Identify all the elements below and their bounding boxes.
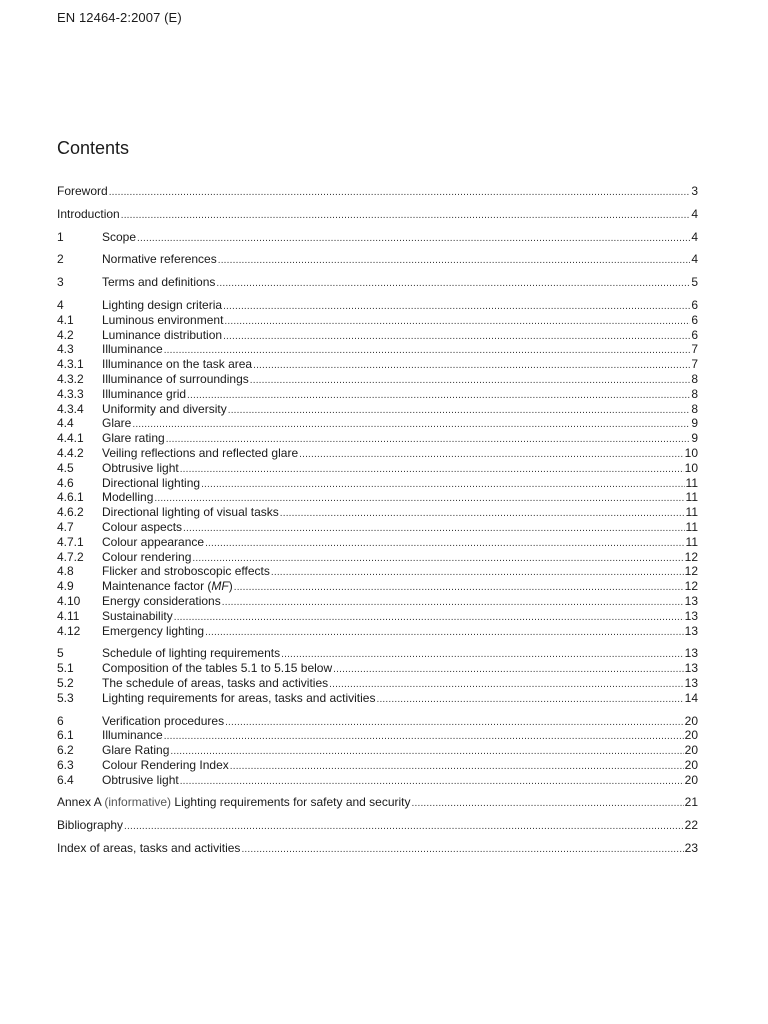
toc-entry[interactable] (57, 818, 698, 833)
toc-number: 3 (57, 275, 64, 290)
toc-leader-dots (218, 254, 691, 269)
toc-page-number: 4 (691, 206, 698, 221)
toc-entry[interactable] (57, 743, 698, 758)
toc-title: Terms and definitions (102, 275, 216, 290)
toc-page-number: 13 (684, 661, 698, 676)
toc-title: Foreword (57, 184, 108, 198)
toc-title: Uniformity and diversity (102, 401, 227, 416)
toc-number: 6 (57, 713, 64, 728)
document-id: EN 12464-2:2007 (E) (57, 10, 182, 25)
toc-page-number: 12 (684, 579, 698, 594)
toc-leader-dots (205, 626, 684, 641)
toc-page-number: 13 (684, 608, 698, 623)
toc-entry[interactable] (57, 416, 698, 431)
toc-number: 4.3 (57, 342, 74, 357)
toc-page-number: 13 (684, 593, 698, 608)
toc-number: 5 (57, 646, 64, 661)
toc-entry[interactable] (57, 230, 698, 245)
toc-entry[interactable] (57, 691, 698, 706)
toc-page-number: 20 (684, 728, 698, 743)
toc-leader-dots (241, 843, 683, 858)
toc-number: 6.4 (57, 772, 74, 787)
toc-entry[interactable] (57, 446, 698, 461)
toc-entry[interactable] (57, 252, 698, 267)
toc-number: 4.3.1 (57, 357, 84, 372)
toc-leader-dots (216, 277, 690, 292)
toc-title: Colour Rendering Index (102, 757, 229, 772)
toc-page-number: 20 (684, 743, 698, 758)
toc-page-number: 10 (684, 445, 698, 460)
toc-title: Lighting requirements for areas, tasks and activities (102, 690, 376, 705)
toc-page-number: 20 (684, 772, 698, 787)
toc-number: 4.12 (57, 623, 81, 638)
toc-page-number: 7 (691, 357, 698, 372)
toc-number: 4.3.2 (57, 371, 84, 386)
toc-entry[interactable] (57, 579, 698, 594)
toc-title: Colour appearance (102, 534, 205, 549)
toc-entry[interactable] (57, 728, 698, 743)
toc-title: Maintenance factor (MF) (102, 579, 233, 594)
toc-title: Glare (102, 416, 132, 431)
toc-entry[interactable] (57, 184, 698, 199)
toc-number: 4.7.2 (57, 549, 84, 564)
toc-title: Emergency lighting (102, 623, 205, 638)
toc-page-number: 22 (684, 818, 698, 833)
toc-page-number: 11 (685, 490, 698, 505)
toc-entry[interactable] (57, 609, 698, 624)
toc-entry[interactable] (57, 661, 698, 676)
toc-entry[interactable] (57, 461, 698, 476)
toc-entry[interactable] (57, 535, 698, 550)
toc-entry[interactable] (57, 520, 698, 535)
toc-entry[interactable] (57, 275, 698, 290)
toc-number: 1 (57, 229, 64, 244)
toc-page-number: 3 (691, 184, 698, 198)
toc-entry[interactable] (57, 795, 698, 810)
toc-page-number: 20 (684, 757, 698, 772)
toc-entry[interactable] (57, 328, 698, 343)
toc-title: Annex A (informative) Lighting requirements for safety and security (57, 795, 411, 810)
toc-number: 4.4.2 (57, 445, 84, 460)
toc-leader-dots (180, 775, 684, 790)
toc-number: 2 (57, 252, 64, 267)
toc-leader-dots (109, 186, 691, 201)
toc-entry[interactable] (57, 298, 698, 313)
toc-title: Verification procedures (102, 713, 225, 728)
toc-entry[interactable] (57, 342, 698, 357)
toc-entry[interactable] (57, 357, 698, 372)
toc-title: Bibliography (57, 818, 124, 833)
toc-entry[interactable] (57, 402, 698, 417)
toc-entry[interactable] (57, 624, 698, 639)
toc-entry[interactable] (57, 207, 698, 222)
toc-number: 4.6.2 (57, 505, 84, 520)
toc-entry[interactable] (57, 841, 698, 856)
toc-entry[interactable] (57, 646, 698, 661)
toc-entry[interactable] (57, 594, 698, 609)
toc-entry[interactable] (57, 387, 698, 402)
toc-page-number: 5 (691, 275, 698, 290)
toc-page-number: 14 (684, 690, 698, 705)
toc-number: 4.2 (57, 327, 74, 342)
toc-number: 5.3 (57, 690, 74, 705)
toc-title: Directional lighting (102, 475, 201, 490)
toc-page-number: 4 (691, 252, 698, 267)
toc-number: 4.7 (57, 519, 74, 534)
toc-title: Index of areas, tasks and activities (57, 841, 241, 856)
toc-page-number: 21 (684, 795, 698, 810)
toc-title: Illuminance on the task area (102, 357, 253, 372)
toc-page-number: 13 (684, 623, 698, 638)
toc-title: Veiling reflections and reflected glare (102, 445, 299, 460)
toc-entry[interactable] (57, 476, 698, 491)
toc-number: 4.3.4 (57, 401, 84, 416)
toc-title: Colour aspects (102, 519, 183, 534)
toc-number: 6.2 (57, 743, 74, 758)
toc-page-number: 10 (684, 460, 698, 475)
toc-page-number: 7 (691, 342, 698, 357)
toc-title: Luminance distribution (102, 327, 223, 342)
toc-title: Directional lighting of visual tasks (102, 505, 279, 520)
toc-number: 4.7.1 (57, 534, 84, 549)
toc-title: Illuminance (102, 342, 163, 357)
toc-page-number: 11 (685, 534, 698, 549)
annex-label: Annex A (57, 795, 105, 810)
toc-number: 4.4.1 (57, 431, 84, 446)
toc-number: 4.6.1 (57, 490, 84, 505)
toc-page-number: 13 (684, 646, 698, 661)
toc-leader-dots (412, 797, 684, 812)
toc-entry[interactable] (57, 676, 698, 691)
toc-title: The schedule of areas, tasks and activities (102, 675, 329, 690)
toc-number: 5.2 (57, 675, 74, 690)
toc-title: Flicker and stroboscopic effects (102, 564, 270, 579)
toc-number: 6.3 (57, 757, 74, 772)
toc-leader-dots (376, 693, 683, 708)
toc-entry[interactable] (57, 431, 698, 446)
toc-title: Composition of the tables 5.1 to 5.15 below (102, 661, 333, 676)
toc-title: Scope (102, 229, 137, 244)
toc-number: 4.6 (57, 475, 74, 490)
toc-page-number: 13 (684, 675, 698, 690)
toc-number: 4.8 (57, 564, 74, 579)
toc-entry[interactable] (57, 313, 698, 328)
toc-number: 4.5 (57, 460, 74, 475)
toc-number: 4 (57, 297, 64, 312)
toc-title: Obtrusive light (102, 772, 179, 787)
toc-entry[interactable] (57, 505, 698, 520)
toc-entry[interactable] (57, 564, 698, 579)
toc-entry[interactable] (57, 714, 698, 729)
toc-entry[interactable] (57, 372, 698, 387)
toc-page-number: 6 (691, 312, 698, 327)
toc-number: 5.1 (57, 661, 74, 676)
toc-title: Energy considerations (102, 593, 221, 608)
toc-title: Glare Rating (102, 743, 170, 758)
toc-page-number: 11 (685, 475, 698, 490)
toc-entry[interactable] (57, 490, 698, 505)
toc-title: Modelling (102, 490, 154, 505)
toc-title: Obtrusive light (102, 460, 179, 475)
toc-entry[interactable] (57, 758, 698, 773)
toc-title: Sustainability (102, 608, 173, 623)
toc-number: 4.1 (57, 312, 74, 327)
toc-title: Glare rating (102, 431, 165, 446)
toc-leader-dots (124, 820, 684, 835)
toc-page-number: 4 (691, 229, 698, 244)
toc-leader-dots (137, 232, 690, 247)
toc-number: 4.10 (57, 593, 81, 608)
toc-page-number: 12 (684, 549, 698, 564)
toc-number: 4.3.3 (57, 386, 84, 401)
toc-title: Illuminance (102, 728, 163, 743)
table-of-contents (57, 184, 698, 856)
toc-page-number: 12 (684, 564, 698, 579)
toc-title: Illuminance grid (102, 386, 187, 401)
toc-title: Luminous environment (102, 312, 224, 327)
toc-title: Illuminance of surroundings (102, 371, 249, 386)
toc-page-number: 8 (691, 401, 698, 416)
annex-informative-label: (informative) (104, 795, 175, 810)
toc-title: Lighting design criteria (102, 297, 223, 312)
toc-page-number: 11 (685, 519, 698, 534)
toc-page-number: 8 (691, 386, 698, 401)
toc-title: Normative references (102, 252, 217, 267)
toc-number: 4.11 (57, 608, 80, 623)
toc-number: 4.4 (57, 416, 74, 431)
toc-page-number: 6 (691, 327, 698, 342)
toc-number: 4.9 (57, 579, 74, 594)
toc-entry[interactable] (57, 773, 698, 788)
toc-page-number: 20 (684, 713, 698, 728)
toc-title: Colour rendering (102, 549, 192, 564)
toc-number: 6.1 (57, 728, 74, 743)
toc-entry[interactable] (57, 550, 698, 565)
toc-leader-dots (121, 209, 691, 224)
toc-page-number: 9 (691, 431, 698, 446)
page-title: Contents (57, 138, 130, 158)
toc-page-number: 23 (684, 841, 698, 856)
toc-title: Schedule of lighting requirements (102, 646, 281, 661)
toc-page-number: 8 (691, 371, 698, 386)
toc-page-number: 6 (691, 297, 698, 312)
toc-page-number: 9 (691, 416, 698, 431)
toc-page-number: 11 (685, 505, 698, 520)
toc-title: Introduction (57, 206, 120, 221)
